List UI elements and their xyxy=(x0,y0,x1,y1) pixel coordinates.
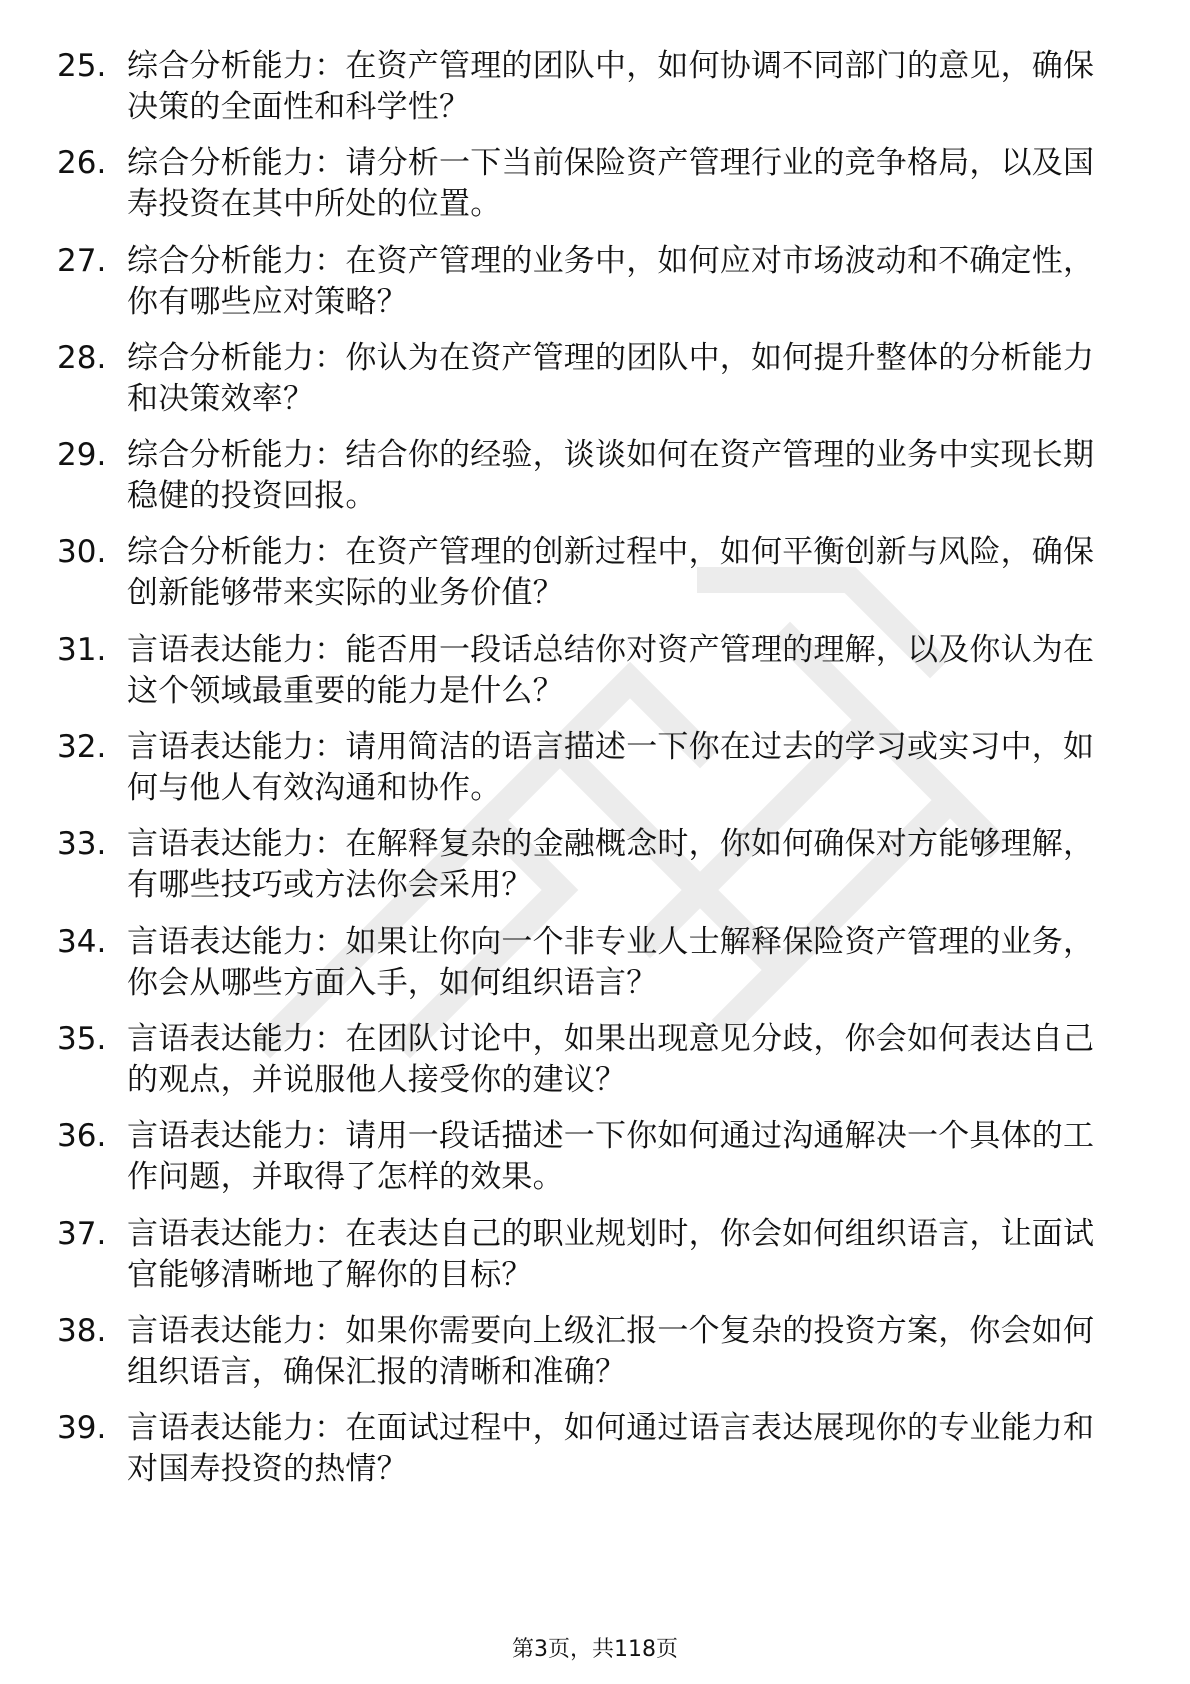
question-number: 37. xyxy=(57,1215,107,1252)
question-number: 27. xyxy=(57,242,107,279)
list-item xyxy=(0,143,1190,240)
list-item xyxy=(0,1408,1190,1505)
question-number: 34. xyxy=(57,923,107,960)
question-text: 综合分析能力：在资产管理的团队中，如何协调不同部门的意见，确保决策的全面性和科学性？ xyxy=(127,48,1095,125)
question-number: 35. xyxy=(57,1020,107,1057)
list-item xyxy=(0,241,1190,338)
question-text: 综合分析能力：结合你的经验，谈谈如何在资产管理的业务中实现长期稳健的投资回报。 xyxy=(127,437,1095,515)
question-number: 33. xyxy=(57,826,107,863)
question-text: 综合分析能力：你认为在资产管理的团队中，如何提升整体的分析能力和决策效率？ xyxy=(127,339,1095,417)
question-text: 综合分析能力：请分析一下当前保险资产管理行业的竞争格局，以及国寿投资在其中所处的位置。 xyxy=(127,145,1095,223)
list-item xyxy=(0,532,1190,629)
question-number: 25. xyxy=(57,48,107,84)
question-text: 言语表达能力：如果让你向一个非专业人士解释保险资产管理的业务，你会从哪些方面入手，如何组织语言？ xyxy=(127,923,1095,1001)
list-item xyxy=(0,824,1190,921)
question-number: 38. xyxy=(57,1312,107,1349)
list-item xyxy=(0,1311,1190,1408)
list-item xyxy=(0,338,1190,435)
list-item xyxy=(0,1116,1190,1213)
question-text: 言语表达能力：在面试过程中，如何通过语言表达展现你的专业能力和对国寿投资的热情？ xyxy=(127,1410,1095,1488)
question-text: 言语表达能力：请用一段话描述一下你如何通过沟通解决一个具体的工作问题，并取得了怎样的效果。 xyxy=(127,1118,1095,1196)
list-item xyxy=(0,46,1190,143)
question-text: 综合分析能力：在资产管理的业务中，如何应对市场波动和不确定性，你有哪些应对策略？ xyxy=(127,242,1095,320)
list-item xyxy=(0,1019,1190,1116)
question-number: 29. xyxy=(57,437,107,474)
question-text: 言语表达能力：在表达自己的职业规划时，你会如何组织语言，让面试官能够清晰地了解你的目标？ xyxy=(127,1215,1095,1293)
question-number: 32. xyxy=(57,729,107,766)
question-number: 31. xyxy=(57,631,107,668)
question-list xyxy=(0,46,1190,1505)
question-text: 言语表达能力：如果你需要向上级汇报一个复杂的投资方案，你会如何组织语言，确保汇报的清晰和准确？ xyxy=(127,1312,1095,1390)
question-number: 26. xyxy=(57,145,107,182)
list-item xyxy=(0,1214,1190,1311)
question-number: 39. xyxy=(57,1410,107,1447)
question-text: 言语表达能力：能否用一段话总结你对资产管理的理解，以及你认为在这个领域最重要的能力是什么？ xyxy=(127,631,1095,709)
question-number: 28. xyxy=(57,339,107,376)
question-text: 言语表达能力：在解释复杂的金融概念时，你如何确保对方能够理解，有哪些技巧或方法你会采用？ xyxy=(127,826,1095,904)
question-text: 综合分析能力：在资产管理的创新过程中，如何平衡创新与风险，确保创新能够带来实际的业务价值？ xyxy=(127,534,1095,612)
question-text: 言语表达能力：请用简洁的语言描述一下你在过去的学习或实习中，如何与他人有效沟通和协作。 xyxy=(127,729,1095,807)
list-item xyxy=(0,630,1190,727)
list-item xyxy=(0,727,1190,824)
page-footer: 第3页，共118页 xyxy=(512,1637,678,1662)
list-item xyxy=(0,922,1190,1019)
question-number: 30. xyxy=(57,534,107,571)
list-item xyxy=(0,435,1190,532)
question-number: 36. xyxy=(57,1118,107,1155)
question-text: 言语表达能力：在团队讨论中，如果出现意见分歧，你会如何表达自己的观点，并说服他人接受你的建议？ xyxy=(127,1020,1095,1098)
